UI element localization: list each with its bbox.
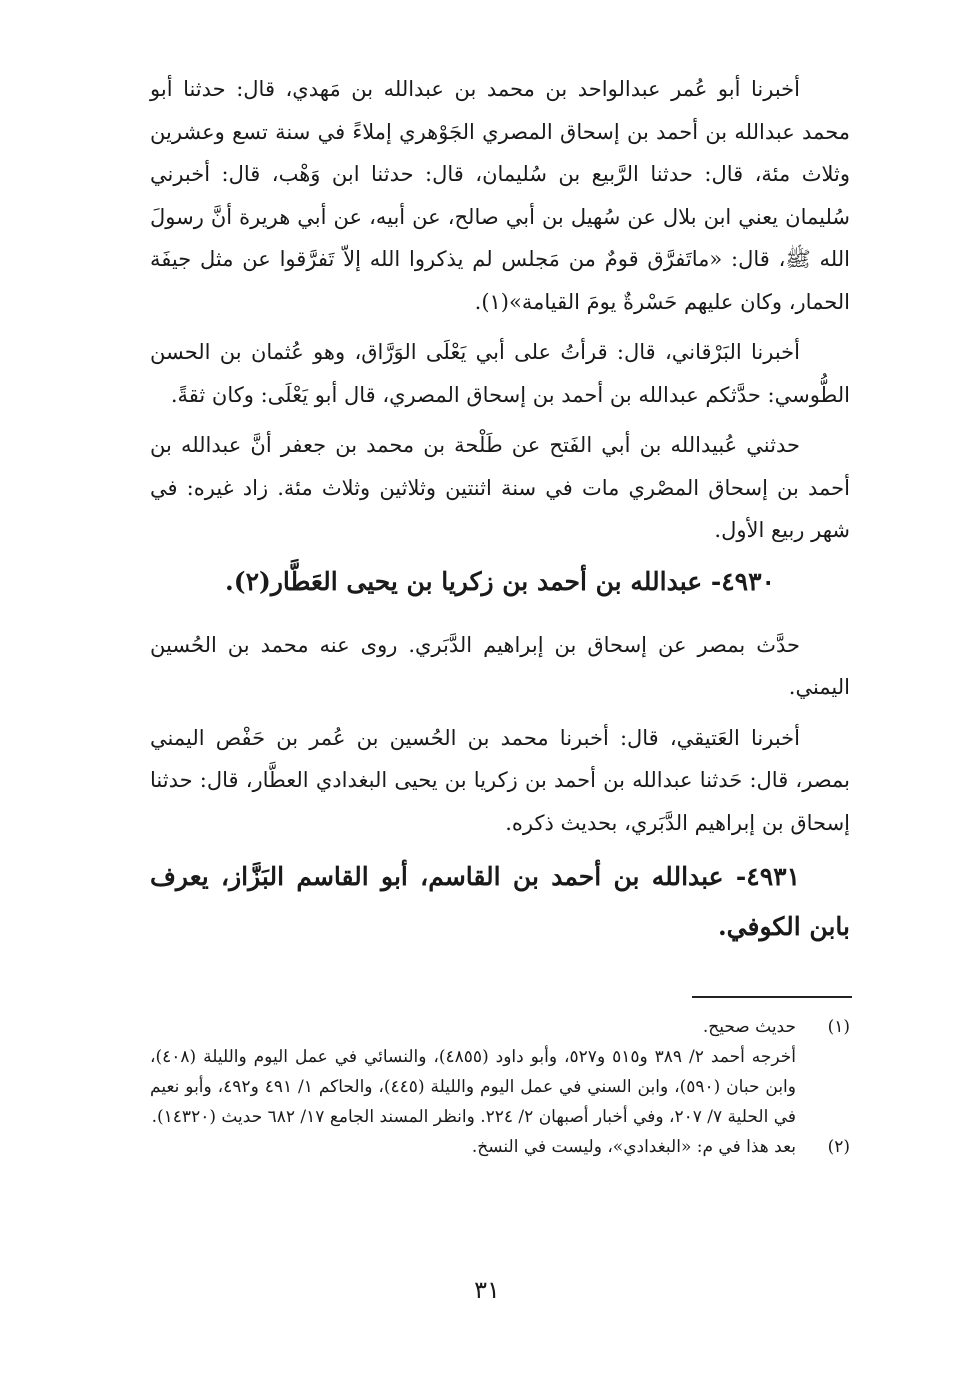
footnote-divider [692,996,852,998]
footnote-number: (١) [827,1017,850,1037]
footnote-text [150,1012,796,1132]
footnote-1 [150,1012,850,1132]
footnote-line: حديث صحيح. [702,1017,796,1037]
footnote-line: بعد هذا في م: «البغدادي»، وليست في النسخ. [471,1137,796,1157]
entry-heading-4930: ٤٩٣٠- عبدالله بن أحمد بن زكريا بن يحيى العَطَّار(٢). [225,566,775,596]
paragraph-death-date: حدثني عُبيدالله بن أبي الفَتح عن طَلْحة بن محمد بن جعفر أنَّ عبدالله بن أحمد بن إسحاق المصْري مات في سنة اثنتين وثلاثين وثلاث مئة. زاد غيره: في شهر ربيع الأول. [150,433,850,542]
page-number: ٣١ [474,1276,500,1304]
footnotes-section [150,1012,850,1162]
footnote-line: أخرجه أحمد ٢/ ٣٨٩ و٥١٥ و٥٢٧، وأبو داود (٤٨٥٥)، والنسائي في عمل اليوم والليلة (٤٠٨)، وابن حبان (٥٩٠)، وابن السني في عمل اليوم والليلة (٤٤٥)، والحاكم ١/ ٤٩١ و٤٩٢، وأبو نعيم في الحلية ٧/ ٢٠٧، وفي أخبار أصبهان ٢/ ٢٢٤. وانظر المسند الجامع ١٧/ ٦٨٢ حديث (١٤٣٢٠). [150,1047,796,1127]
book-page-body [150,68,850,962]
entry-heading-4931: ٤٩٣١- عبدالله بن أحمد بن القاسم، أبو القاسم البَزَّاز، يعرف بابن الكوفي. [150,862,850,941]
paragraph-4930-narration: حدَّث بمصر عن إسحاق بن إبراهيم الدَّبَري. روى عنه محمد بن الحُسين اليمني. [150,632,850,699]
paragraph-hadith-tafarruq: أخبرنا أبو عُمر عبدالواحد بن محمد بن عبدالله بن مَهدي، قال: حدثنا أبو محمد عبدالله بن أحمد بن إسحاق المصري الجَوْهري إملاءً في سنة تسع وعشرين وثلاث مئة، قال: حدثنا الرَّبيع بن سُليمان، قال: حدثنا ابن وَهْب، قال: أخبرني سُليمان يعني ابن بلال عن سُهيل بن أبي صالح، عن أبيه، عن أبي هريرة أنَّ رسولَ الله ﷺ، قال: «ماتَفرَّق قومٌ من مَجلس لم يذكروا الله إلاّ تَفرَّقوا عن مثل جيفَة الحمار، وكان عليهم حَسْرةٌ يومَ القيامة»(١). [150,77,850,314]
paragraph-barqani: أخبرنا البَرْقاني، قال: قرأتُ على أبي يَعْلَى الوَرَّاق، وهو عُثمان بن الحسن الطُّوسي: حدَّثكم عبدالله بن أحمد بن إسحاق المصري، قال أبو يَعْلَى: وكان ثقةً. [150,340,850,407]
footnote-2 [150,1132,850,1162]
footnote-text [150,1132,796,1162]
footnote-number: (٢) [827,1137,850,1157]
paragraph-4930-isnad: أخبرنا العَتيقي، قال: أخبرنا محمد بن الحُسين بن عُمر بن حَفْص اليمني بمصر، قال: حَدثنا عبدالله بن أحمد بن زكريا بن يحيى البغدادي العطَّار، قال: حدثنا إسحاق بن إبراهيم الدَّبَري، بحديث ذكره. [150,725,850,835]
